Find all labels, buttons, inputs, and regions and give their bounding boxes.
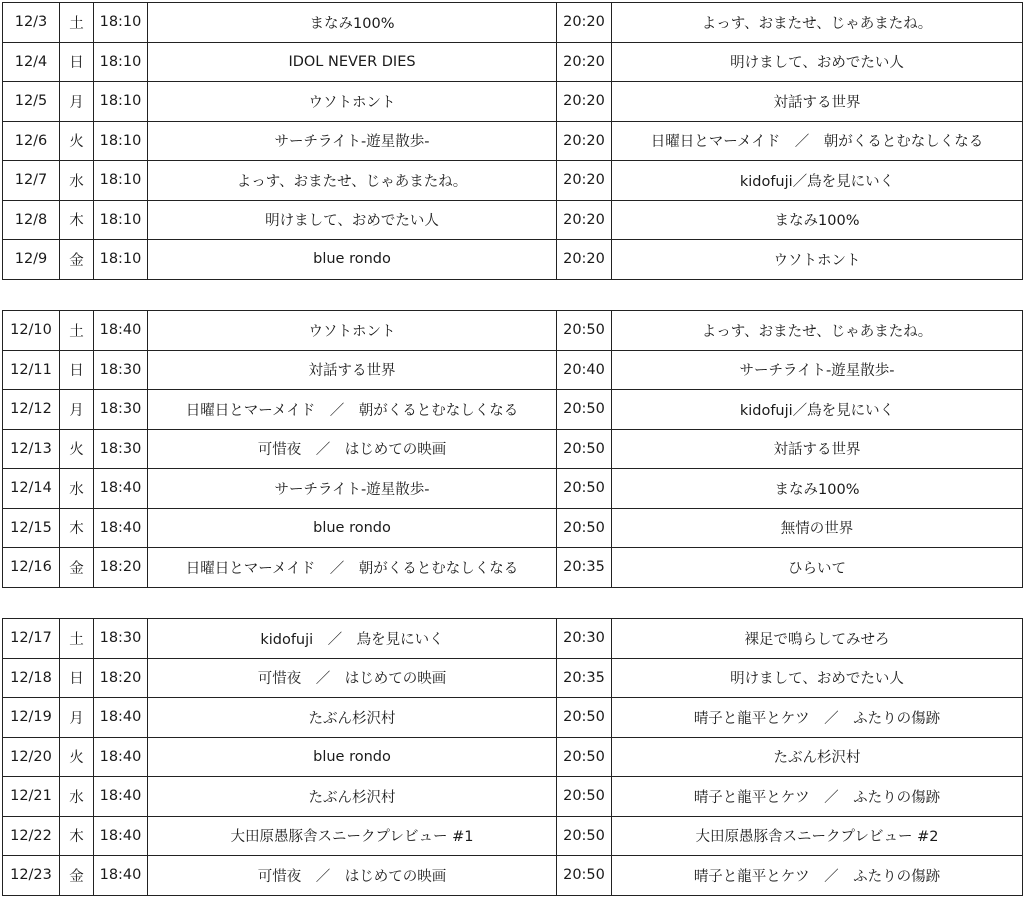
schedule-row (3, 737, 1023, 777)
second-title-cell: 晴子と龍平とケツ ／ ふたりの傷跡 (612, 777, 1023, 817)
weekday-cell: 木 (60, 508, 94, 548)
first-showtime-cell: 18:40 (94, 737, 148, 777)
schedule-row (3, 658, 1023, 698)
schedule-table-week-3 (2, 618, 1023, 896)
second-title-cell: 明けまして、おめでたい人 (612, 658, 1023, 698)
schedule-row (3, 548, 1023, 588)
second-title-cell: 無情の世界 (612, 508, 1023, 548)
second-title-cell: 日曜日とマーメイド ／ 朝がくるとむなしくなる (612, 121, 1023, 161)
first-showtime-cell: 18:40 (94, 698, 148, 738)
second-title-cell: 明けまして、おめでたい人 (612, 42, 1023, 82)
second-showtime-cell: 20:20 (557, 82, 612, 122)
second-title-cell: 対話する世界 (612, 82, 1023, 122)
first-title-cell: サーチライト-遊星散歩- (148, 121, 557, 161)
schedule-row (3, 82, 1023, 122)
schedule-row (3, 3, 1023, 43)
first-title-cell: ウソトホント (148, 311, 557, 351)
date-cell: 12/5 (3, 82, 60, 122)
schedule-table-week-2 (2, 310, 1023, 588)
first-title-cell: まなみ100% (148, 3, 557, 43)
date-cell: 12/14 (3, 469, 60, 509)
first-showtime-cell: 18:10 (94, 161, 148, 201)
first-title-cell: blue rondo (148, 737, 557, 777)
first-showtime-cell: 18:30 (94, 390, 148, 430)
weekday-cell: 水 (60, 469, 94, 509)
schedule-row (3, 698, 1023, 738)
date-cell: 12/21 (3, 777, 60, 817)
schedule-row (3, 508, 1023, 548)
weekday-cell: 日 (60, 350, 94, 390)
first-showtime-cell: 18:40 (94, 311, 148, 351)
schedule-row (3, 121, 1023, 161)
first-showtime-cell: 18:40 (94, 816, 148, 856)
weekday-cell: 火 (60, 429, 94, 469)
schedule-row (3, 350, 1023, 390)
second-showtime-cell: 20:50 (557, 737, 612, 777)
first-title-cell: 対話する世界 (148, 350, 557, 390)
second-showtime-cell: 20:20 (557, 121, 612, 161)
date-cell: 12/19 (3, 698, 60, 738)
weekday-cell: 日 (60, 658, 94, 698)
second-title-cell: 裸足で鳴らしてみせろ (612, 619, 1023, 659)
second-title-cell: kidofuji／鳥を見にいく (612, 161, 1023, 201)
second-showtime-cell: 20:50 (557, 390, 612, 430)
second-showtime-cell: 20:35 (557, 658, 612, 698)
weekday-cell: 月 (60, 698, 94, 738)
schedule-table-week-1 (2, 2, 1023, 280)
first-showtime-cell: 18:40 (94, 508, 148, 548)
second-showtime-cell: 20:50 (557, 429, 612, 469)
first-showtime-cell: 18:40 (94, 777, 148, 817)
second-title-cell: 大田原愚豚舎スニークプレビュー #2 (612, 816, 1023, 856)
first-title-cell: 大田原愚豚舎スニークプレビュー #1 (148, 816, 557, 856)
weekday-cell: 土 (60, 619, 94, 659)
first-title-cell: 可惜夜 ／ はじめての映画 (148, 856, 557, 896)
first-showtime-cell: 18:30 (94, 429, 148, 469)
second-showtime-cell: 20:50 (557, 469, 612, 509)
second-showtime-cell: 20:50 (557, 508, 612, 548)
schedule-row (3, 240, 1023, 280)
second-showtime-cell: 20:50 (557, 311, 612, 351)
schedule-row (3, 777, 1023, 817)
first-showtime-cell: 18:20 (94, 658, 148, 698)
second-showtime-cell: 20:20 (557, 240, 612, 280)
first-title-cell: blue rondo (148, 240, 557, 280)
date-cell: 12/18 (3, 658, 60, 698)
second-title-cell: よっす、おまたせ、じゃあまたね。 (612, 3, 1023, 43)
date-cell: 12/6 (3, 121, 60, 161)
second-showtime-cell: 20:50 (557, 698, 612, 738)
weekday-cell: 木 (60, 816, 94, 856)
date-cell: 12/9 (3, 240, 60, 280)
second-showtime-cell: 20:50 (557, 816, 612, 856)
first-title-cell: 日曜日とマーメイド ／ 朝がくるとむなしくなる (148, 390, 557, 430)
first-showtime-cell: 18:10 (94, 82, 148, 122)
second-showtime-cell: 20:20 (557, 42, 612, 82)
second-title-cell: 対話する世界 (612, 429, 1023, 469)
weekday-cell: 月 (60, 82, 94, 122)
date-cell: 12/22 (3, 816, 60, 856)
weekday-cell: 金 (60, 856, 94, 896)
weekday-cell: 土 (60, 3, 94, 43)
schedule-row (3, 161, 1023, 201)
second-title-cell: 晴子と龍平とケツ ／ ふたりの傷跡 (612, 698, 1023, 738)
second-showtime-cell: 20:50 (557, 777, 612, 817)
weekday-cell: 水 (60, 777, 94, 817)
weekday-cell: 金 (60, 240, 94, 280)
first-showtime-cell: 18:10 (94, 240, 148, 280)
schedule-row (3, 390, 1023, 430)
first-title-cell: 明けまして、おめでたい人 (148, 200, 557, 240)
weekday-cell: 土 (60, 311, 94, 351)
second-title-cell: ウソトホント (612, 240, 1023, 280)
second-title-cell: よっす、おまたせ、じゃあまたね。 (612, 311, 1023, 351)
date-cell: 12/10 (3, 311, 60, 351)
second-title-cell: まなみ100% (612, 200, 1023, 240)
first-showtime-cell: 18:40 (94, 856, 148, 896)
schedule-row (3, 200, 1023, 240)
date-cell: 12/13 (3, 429, 60, 469)
second-title-cell: まなみ100% (612, 469, 1023, 509)
first-showtime-cell: 18:10 (94, 200, 148, 240)
weekday-cell: 金 (60, 548, 94, 588)
first-title-cell: 可惜夜 ／ はじめての映画 (148, 658, 557, 698)
date-cell: 12/8 (3, 200, 60, 240)
first-showtime-cell: 18:40 (94, 469, 148, 509)
date-cell: 12/12 (3, 390, 60, 430)
date-cell: 12/7 (3, 161, 60, 201)
first-showtime-cell: 18:30 (94, 619, 148, 659)
date-cell: 12/3 (3, 3, 60, 43)
schedule-row (3, 469, 1023, 509)
weekday-cell: 火 (60, 737, 94, 777)
second-title-cell: kidofuji／鳥を見にいく (612, 390, 1023, 430)
first-title-cell: kidofuji ／ 鳥を見にいく (148, 619, 557, 659)
schedule-row (3, 619, 1023, 659)
weekday-cell: 水 (60, 161, 94, 201)
first-title-cell: たぶん杉沢村 (148, 698, 557, 738)
weekday-cell: 日 (60, 42, 94, 82)
second-title-cell: たぶん杉沢村 (612, 737, 1023, 777)
first-showtime-cell: 18:10 (94, 42, 148, 82)
first-showtime-cell: 18:10 (94, 121, 148, 161)
first-title-cell: サーチライト-遊星散歩- (148, 469, 557, 509)
date-cell: 12/20 (3, 737, 60, 777)
second-showtime-cell: 20:20 (557, 200, 612, 240)
second-showtime-cell: 20:20 (557, 3, 612, 43)
schedule-row (3, 856, 1023, 896)
second-title-cell: サーチライト-遊星散歩- (612, 350, 1023, 390)
date-cell: 12/11 (3, 350, 60, 390)
second-showtime-cell: 20:20 (557, 161, 612, 201)
first-title-cell: 可惜夜 ／ はじめての映画 (148, 429, 557, 469)
second-title-cell: 晴子と龍平とケツ ／ ふたりの傷跡 (612, 856, 1023, 896)
date-cell: 12/15 (3, 508, 60, 548)
date-cell: 12/23 (3, 856, 60, 896)
second-showtime-cell: 20:35 (557, 548, 612, 588)
weekday-cell: 木 (60, 200, 94, 240)
first-showtime-cell: 18:30 (94, 350, 148, 390)
second-showtime-cell: 20:50 (557, 856, 612, 896)
second-title-cell: ひらいて (612, 548, 1023, 588)
date-cell: 12/17 (3, 619, 60, 659)
first-title-cell: blue rondo (148, 508, 557, 548)
first-title-cell: IDOL NEVER DIES (148, 42, 557, 82)
first-title-cell: たぶん杉沢村 (148, 777, 557, 817)
first-title-cell: 日曜日とマーメイド ／ 朝がくるとむなしくなる (148, 548, 557, 588)
second-showtime-cell: 20:40 (557, 350, 612, 390)
weekday-cell: 火 (60, 121, 94, 161)
schedule-row (3, 816, 1023, 856)
first-showtime-cell: 18:10 (94, 3, 148, 43)
first-showtime-cell: 18:20 (94, 548, 148, 588)
weekday-cell: 月 (60, 390, 94, 430)
second-showtime-cell: 20:30 (557, 619, 612, 659)
date-cell: 12/16 (3, 548, 60, 588)
first-title-cell: ウソトホント (148, 82, 557, 122)
schedule-row (3, 42, 1023, 82)
schedule-row (3, 429, 1023, 469)
first-title-cell: よっす、おまたせ、じゃあまたね。 (148, 161, 557, 201)
schedule-row (3, 311, 1023, 351)
date-cell: 12/4 (3, 42, 60, 82)
